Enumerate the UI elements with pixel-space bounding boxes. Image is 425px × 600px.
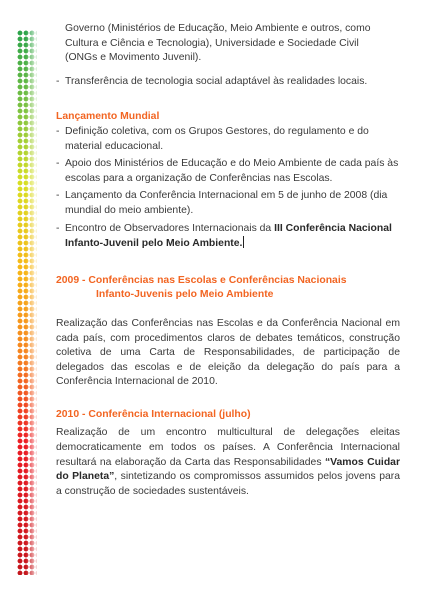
dash-bullet: - <box>56 125 60 137</box>
list-item <box>56 189 400 218</box>
continuation-line: Cultura e Ciência e Tecnologia), Universidade e Sociedade Civil <box>65 37 359 49</box>
section-launch <box>56 110 400 251</box>
text-cursor <box>243 236 244 248</box>
list-item-transfer <box>56 75 400 90</box>
section-paragraph: Realização das Conferências nas Escolas e da Conferência Nacional em cada país, com procedimentos claros de debates temáticos, construção coletiva de uma Carta de Responsabilidades, de participação de delegados das escolas e de eleição da delegação do país para a Conferência Internacional de 2010. <box>56 317 400 388</box>
section-heading <box>56 274 400 303</box>
section-heading: 2010 - Conferência Internacional (julho) <box>56 408 251 420</box>
list-item <box>56 222 400 252</box>
list-item-bold-text: III Conferência Nacional Infanto-Juvenil pelo Meio Ambiente. <box>65 222 392 250</box>
list-item-text: Encontro de Observadores Internacionais da <box>65 222 275 234</box>
decorative-color-stripe <box>17 30 37 575</box>
list-item <box>56 157 400 186</box>
section-paragraph <box>56 426 400 499</box>
list-item-text: Definição coletiva, com os Grupos Gestores, do regulamento e do material educacional. <box>65 125 369 152</box>
document-body <box>56 22 400 499</box>
dash-bullet: - <box>56 190 60 202</box>
dash-bullet: - <box>56 75 60 87</box>
list-item <box>56 125 400 154</box>
paragraph-text: Realização de um encontro multicultural de delegações eleitas democraticamente em todos os países. A Conferência Internacional resultará na elaboração da Carta das Responsabilidades <box>56 427 400 468</box>
list-item-text: Lançamento da Conferência Internacional em 5 de junho de 2008 (dia mundial do meio ambiente). <box>65 190 388 216</box>
list-item-text: Apoio dos Ministérios de Educação e do Meio Ambiente de cada país às escolas para a organização de Conferências nas Escolas. <box>65 158 399 184</box>
continuation-line: Governo (Ministérios de Educação, Meio Ambiente e outros, como <box>65 23 371 34</box>
continuation-line: (ONGs e Movimento Juvenil). <box>65 52 202 64</box>
continuation-block <box>56 22 400 66</box>
section-2010 <box>56 408 400 500</box>
paragraph-text: , sintetizando os compromissos assumidos pelos jovens para a construção de sociedades sustentáveis. <box>56 471 400 497</box>
heading-line: Infanto-Juvenis pelo Meio Ambiente <box>96 289 274 301</box>
dash-bullet: - <box>56 158 60 170</box>
paragraph-bold-text: “Vamos Cuidar do Planeta” <box>56 456 400 483</box>
heading-line: 2009 - Conferências nas Escolas e Conferências Nacionais <box>56 274 347 286</box>
section-2009 <box>56 274 400 390</box>
dash-bullet: - <box>56 222 60 234</box>
list-item-text: Transferência de tecnologia social adaptável às realidades locais. <box>65 75 368 87</box>
section-heading: Lançamento Mundial <box>56 111 160 123</box>
